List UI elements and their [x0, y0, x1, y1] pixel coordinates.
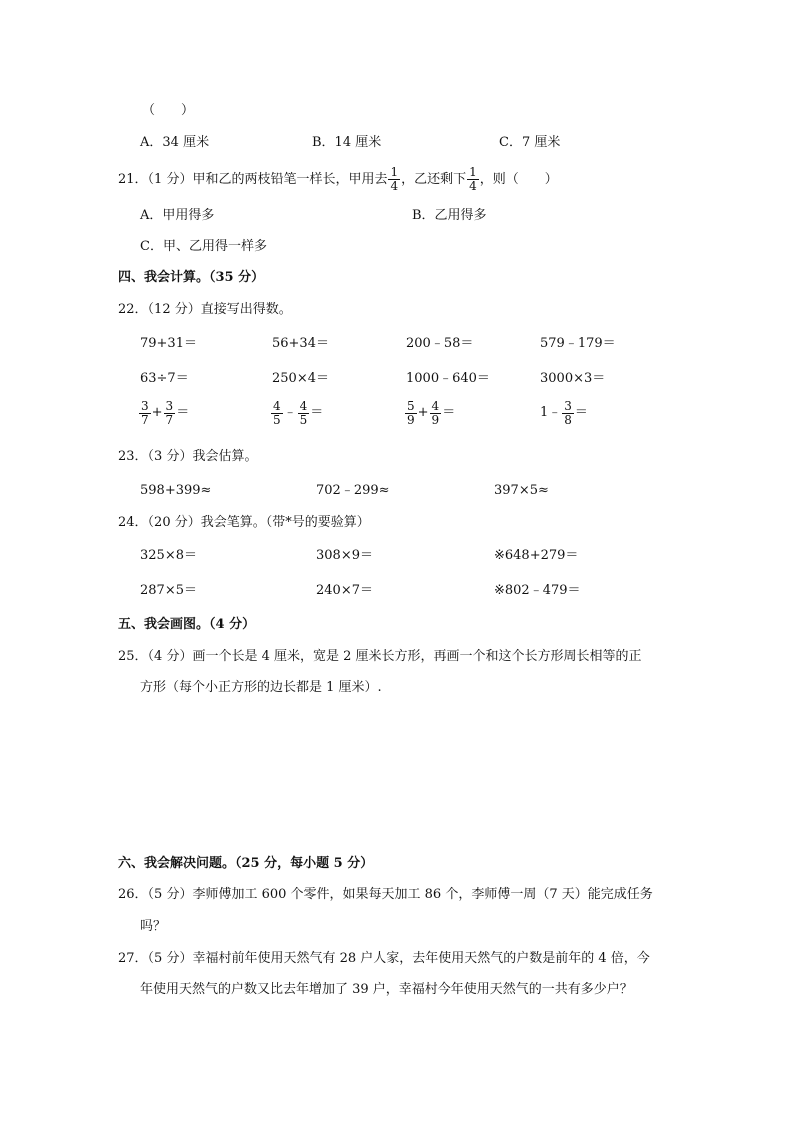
section-5-heading: 五、我会画图。（4 分）: [118, 617, 256, 632]
q21-fraction-1: [388, 166, 400, 193]
q21-option-a: A．甲用得多: [140, 208, 215, 223]
section-6-heading: 六、我会解决问题。（25 分，每小题 5 分）: [118, 856, 374, 871]
q24-stem: 24．（20 分）我会笔算。（带*号的要验算）: [118, 515, 370, 530]
q22-r3-c1-fraction-b: [164, 400, 176, 427]
q22-r3-c2-fraction-b: [298, 400, 310, 427]
q24-r2-c2: 240×7＝: [316, 583, 373, 598]
q22-r3-c1: [138, 399, 189, 428]
q27-line-1: 27．（5 分）幸福村前年使用天然气有 28 户人家，去年使用天然气的户数是前年的 4 倍，今: [118, 951, 650, 966]
q22-r3-c3: [404, 399, 455, 428]
equals-sign: ＝: [310, 405, 324, 420]
q22-r3-c2: [270, 399, 323, 428]
q26-line-1: 26．（5 分）李师傅加工 600 个零件，如果每天加工 86 个，李师傅一周（7 天）能完成任务: [118, 887, 653, 902]
q23-item-3: 397×5≈: [494, 483, 549, 498]
q21-option-c: C．甲、乙用得一样多: [140, 239, 267, 254]
denominator: 7: [141, 412, 149, 427]
section-4-heading: 四、我会计算。（35 分）: [118, 270, 265, 285]
q21-stem: [118, 166, 558, 193]
q21-fraction-2: [467, 166, 479, 193]
q23-stem: 23．（3 分）我会估算。: [118, 449, 258, 464]
q23-item-1: 598+399≈: [140, 483, 212, 498]
q22-r2-c3: 1000﹣640＝: [406, 371, 490, 386]
equals-sign: ＝: [574, 405, 588, 420]
q22-stem: 22．（12 分）直接写出得数。: [118, 302, 292, 317]
q22-r1-c1: 79+31＝: [140, 336, 197, 351]
q20-option-c: C．7 厘米: [499, 135, 561, 150]
q25-line-2: 方形（每个小正方形的边长都是 1 厘米）.: [140, 680, 382, 695]
q21-option-b: B．乙用得多: [412, 208, 487, 223]
denominator: 8: [564, 412, 572, 427]
q23-item-2: 702﹣299≈: [316, 483, 390, 498]
equals-sign: ＝: [442, 405, 456, 420]
q21-fraction-1-numerator: 1: [390, 165, 399, 179]
numerator: 3: [141, 398, 149, 413]
leading-term: 1﹣: [540, 405, 562, 420]
q21-fraction-1-denominator: 4: [390, 179, 399, 193]
q22-r1-c2: 56+34＝: [272, 336, 329, 351]
q22-r2-c1: 63÷7＝: [140, 371, 189, 386]
numerator: 4: [299, 398, 308, 413]
operator: ﹣: [283, 405, 297, 420]
q20-option-b: B．14 厘米: [312, 135, 382, 150]
q20-answer-paren: （ ）: [142, 103, 195, 118]
q21-mid: ，乙还剩下: [401, 172, 467, 187]
q22-r3-c3-fraction-b: [430, 400, 442, 427]
equals-sign: ＝: [176, 405, 190, 420]
numerator: 3: [564, 398, 572, 413]
q27-line-2: 年使用天然气的户数又比去年增加了 39 户，幸福村今年使用天然气的一共有多少户？: [140, 982, 633, 997]
q22-r1-c4: 579﹣179＝: [540, 336, 616, 351]
q22-r3-c1-fraction-a: [139, 400, 151, 427]
denominator: 5: [273, 412, 281, 427]
q24-r1-c1: 325×8＝: [140, 548, 197, 563]
numerator: 5: [407, 398, 415, 413]
denominator: 9: [431, 412, 440, 427]
q24-r2-c3: ※802﹣479＝: [494, 583, 581, 598]
q22-r3-c3-fraction-a: [405, 400, 417, 427]
q21-fraction-2-denominator: 4: [469, 179, 477, 193]
q24-r1-c3: ※648+279＝: [494, 548, 579, 563]
numerator: 4: [273, 398, 281, 413]
q22-r1-c3: 200﹣58＝: [406, 336, 474, 351]
q22-r3-c2-fraction-a: [271, 400, 283, 427]
denominator: 9: [407, 412, 415, 427]
q24-r1-c2: 308×9＝: [316, 548, 373, 563]
q22-r2-c4: 3000×3＝: [540, 371, 606, 386]
q22-r3-c4: [540, 399, 588, 428]
denominator: 5: [299, 412, 308, 427]
q21-prefix: 21．（1 分）甲和乙的两枝铅笔一样长，甲用去: [118, 172, 388, 187]
q22-r3-c4-fraction: [562, 400, 574, 427]
operator: +: [151, 405, 163, 420]
q25-line-1: 25．（4 分）画一个长是 4 厘米，宽是 2 厘米长方形，再画一个和这个长方形周长相等的正: [118, 649, 642, 664]
operator: +: [417, 405, 429, 420]
q26-line-2: 吗？: [140, 919, 167, 934]
numerator: 4: [431, 398, 440, 413]
q24-r2-c1: 287×5＝: [140, 583, 197, 598]
q20-option-a: A．34 厘米: [140, 135, 210, 150]
q21-suffix: ，则（ ）: [479, 172, 558, 187]
q21-fraction-2-numerator: 1: [469, 165, 477, 179]
numerator: 3: [165, 398, 174, 413]
q22-r2-c2: 250×4＝: [272, 371, 329, 386]
denominator: 7: [165, 412, 174, 427]
